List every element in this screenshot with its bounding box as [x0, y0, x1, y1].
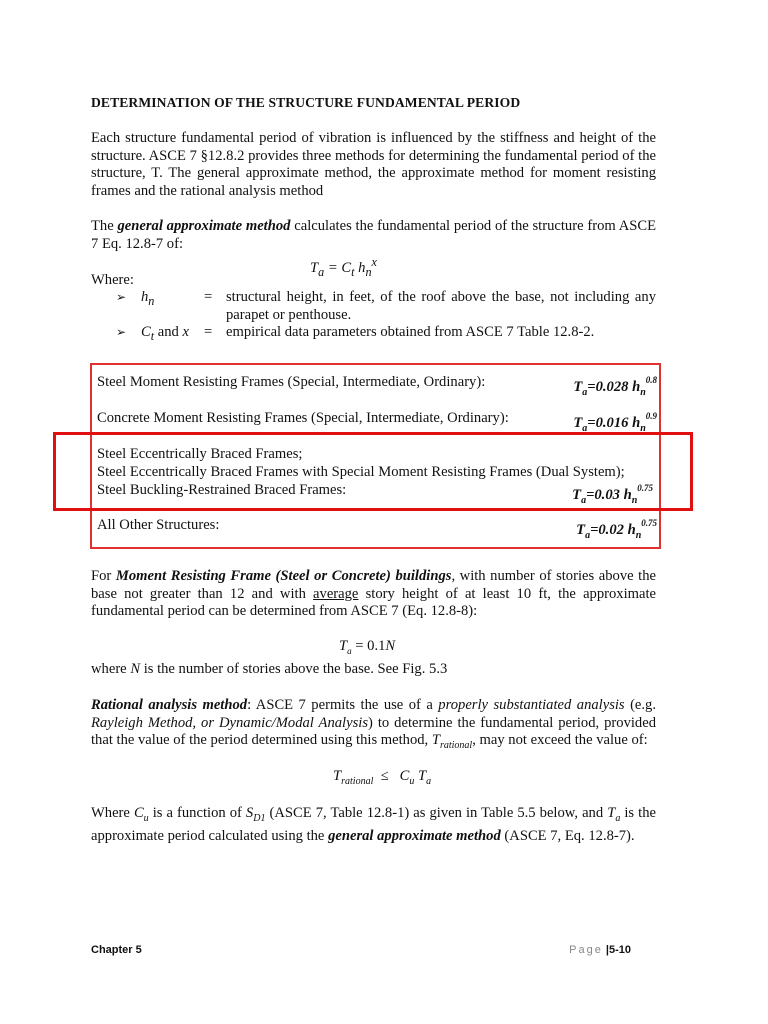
- definition-symbol: $h_n$: [141, 289, 155, 308]
- equation-ta-general: $T_a = C_t$ $h_n^x$: [310, 255, 377, 279]
- coef-formula: $T_a=0.03$ $h_n^{0.75}$: [572, 483, 653, 506]
- equation-trational-limit: $T_{rational} \le C_u$ $T_a$: [333, 768, 432, 787]
- definition-text: empirical data parameters obtained from ASCE 7 Table 12.8-2.: [226, 324, 595, 340]
- highlight-annotation-box: [53, 432, 693, 511]
- intro-paragraph: Each structure fundamental period of vibration is influenced by the stiffness and height of the structure. ASCE 7 §12.8.2 provides three methods for determining the fundamental period of the structure, T. The general approximate method, the approximate method for moment resisting frames and the rational analysis method: [91, 130, 656, 199]
- general-method-paragraph: The general approximate method calculates the fundamental period of the structure from ASCE 7 Eq. 12.8-7 of:: [91, 218, 656, 252]
- coef-formula: $T_a=0.028$ $h_n^{0.8}$: [573, 375, 657, 398]
- document-page: DETERMINATION OF THE STRUCTURE FUNDAMENTAL PERIOD Each structure fundamental period of vibration is influenced by the stiffness and height of the structure. ASCE 7 §12.8.2 provides three methods for determining the fundamental period of the structure, T. The general approximate method, the approximate method for moment resisting frames and the rational analysis method The general approximate method calculates the fundamental period of the structure from ASCE 7 Eq. 12.8-7 of: $T_a = C_t$ $h_n^x$ Where: ➢ $h_n$ = structural height, in feet, of the roof above the base, not including any parapet or penthouse. ➢ $C_t$ and x = empirical data parameters obtained from ASCE 7 Table 12.8-2. Steel Moment Resisting Frames (Special, Intermediate, Ordinary): $T_a=0.028$ $h_n^{0.8}$ Concrete Moment Resisting Frames (Special, Intermediate, Ordinary): $T_a=0.016$ $h_n^{0.9}$ Steel Eccentrically Braced Frames; Steel Eccentrically Braced Frames with Special Moment Resisting Frames (Dual System); Steel Buckling-Restrained Braced Frames: $T_a=0.03$ $h_n^{0.75}$ All Other Structures: $T_a=0.02$ $h_n^{0.75}$ For Moment Resisting Frame (Steel or Concrete) buildings, with number of stories above the base not greater than 12 and with average story height of at least 10 ft, the approximate fundamental period can be determined from ASCE 7 (Eq. 12.8-8): $T_a = 0.1N$ where N is the number of stories above the base. See Fig. 5.3 Rational analysis method: ASCE 7 permits the use of a properly substantiated analysis (e.g. Rayleigh Method, or Dynamic/Modal Analysis) to determine the fundamental period, provided that the value of the period determined using this method, $T_{rational}$, may not exceed the value of: $T_{rational} \le C_u$ $T_a$ Where $C_u$ is a function of $S_{D1}$ (ASCE 7, Table 12.8-1) as given in Table 5.5 below, and $T_a$ is the approximate period calculated using the general approximate method (ASCE 7, Eq. 12.8-7). Chapter 5 Page |5-10: [0, 0, 768, 1024]
- cu-paragraph: Where $C_u$ is a function of $S_{D1}$ (ASCE 7, Table 12.8-1) as given in Table 5.5 below, and $T_a$ is the approximate period calculated using the general approximate method (ASCE 7, Eq. 12.8-7).: [91, 805, 656, 844]
- stories-note: where N is the number of stories above the base. See Fig. 5.3: [91, 661, 448, 677]
- equation-ta-mrf: $T_a = 0.1N$: [339, 638, 396, 656]
- arrow-bullet-icon: ➢: [116, 290, 127, 304]
- rational-method-term: Rational analysis method: [91, 697, 248, 713]
- arrow-bullet-icon: ➢: [116, 325, 127, 339]
- footer-page-number: Page |5-10: [569, 944, 631, 956]
- mrf-paragraph: For Moment Resisting Frame (Steel or Concrete) buildings, with number of stories above the base not greater than 12 and with average story height of at least 10 ft, the approximate fundamental period can be determined from ASCE 7 (Eq. 12.8-8):: [91, 568, 657, 620]
- where-label: Where:: [91, 272, 134, 288]
- definition-equals: =: [204, 324, 213, 340]
- coef-formula: $T_a=0.016$ $h_n^{0.9}$: [573, 411, 657, 434]
- definition-equals: =: [204, 289, 213, 305]
- mrf-term: Moment Resisting Frame (Steel or Concrete) buildings: [115, 568, 452, 584]
- rational-method-paragraph: Rational analysis method: ASCE 7 permits the use of a properly substantiated analysis (e.g. Rayleigh Method, or Dynamic/Modal Analysis) to determine the fundamental period, provided that the value of the period determined using this method, $T_{rational}$, may not exceed the value of:: [91, 697, 656, 752]
- general-method-term: general approximate method: [117, 218, 291, 234]
- definition-text: structural height, in feet, of the roof above the base, not including any parapet or penthouse.: [226, 289, 656, 323]
- definition-symbol: $C_t$ and x: [141, 324, 189, 343]
- section-title: DETERMINATION OF THE STRUCTURE FUNDAMENTAL PERIOD: [91, 95, 521, 110]
- coef-formula: $T_a=0.02$ $h_n^{0.75}$: [576, 518, 657, 541]
- footer-chapter: Chapter 5: [91, 944, 142, 956]
